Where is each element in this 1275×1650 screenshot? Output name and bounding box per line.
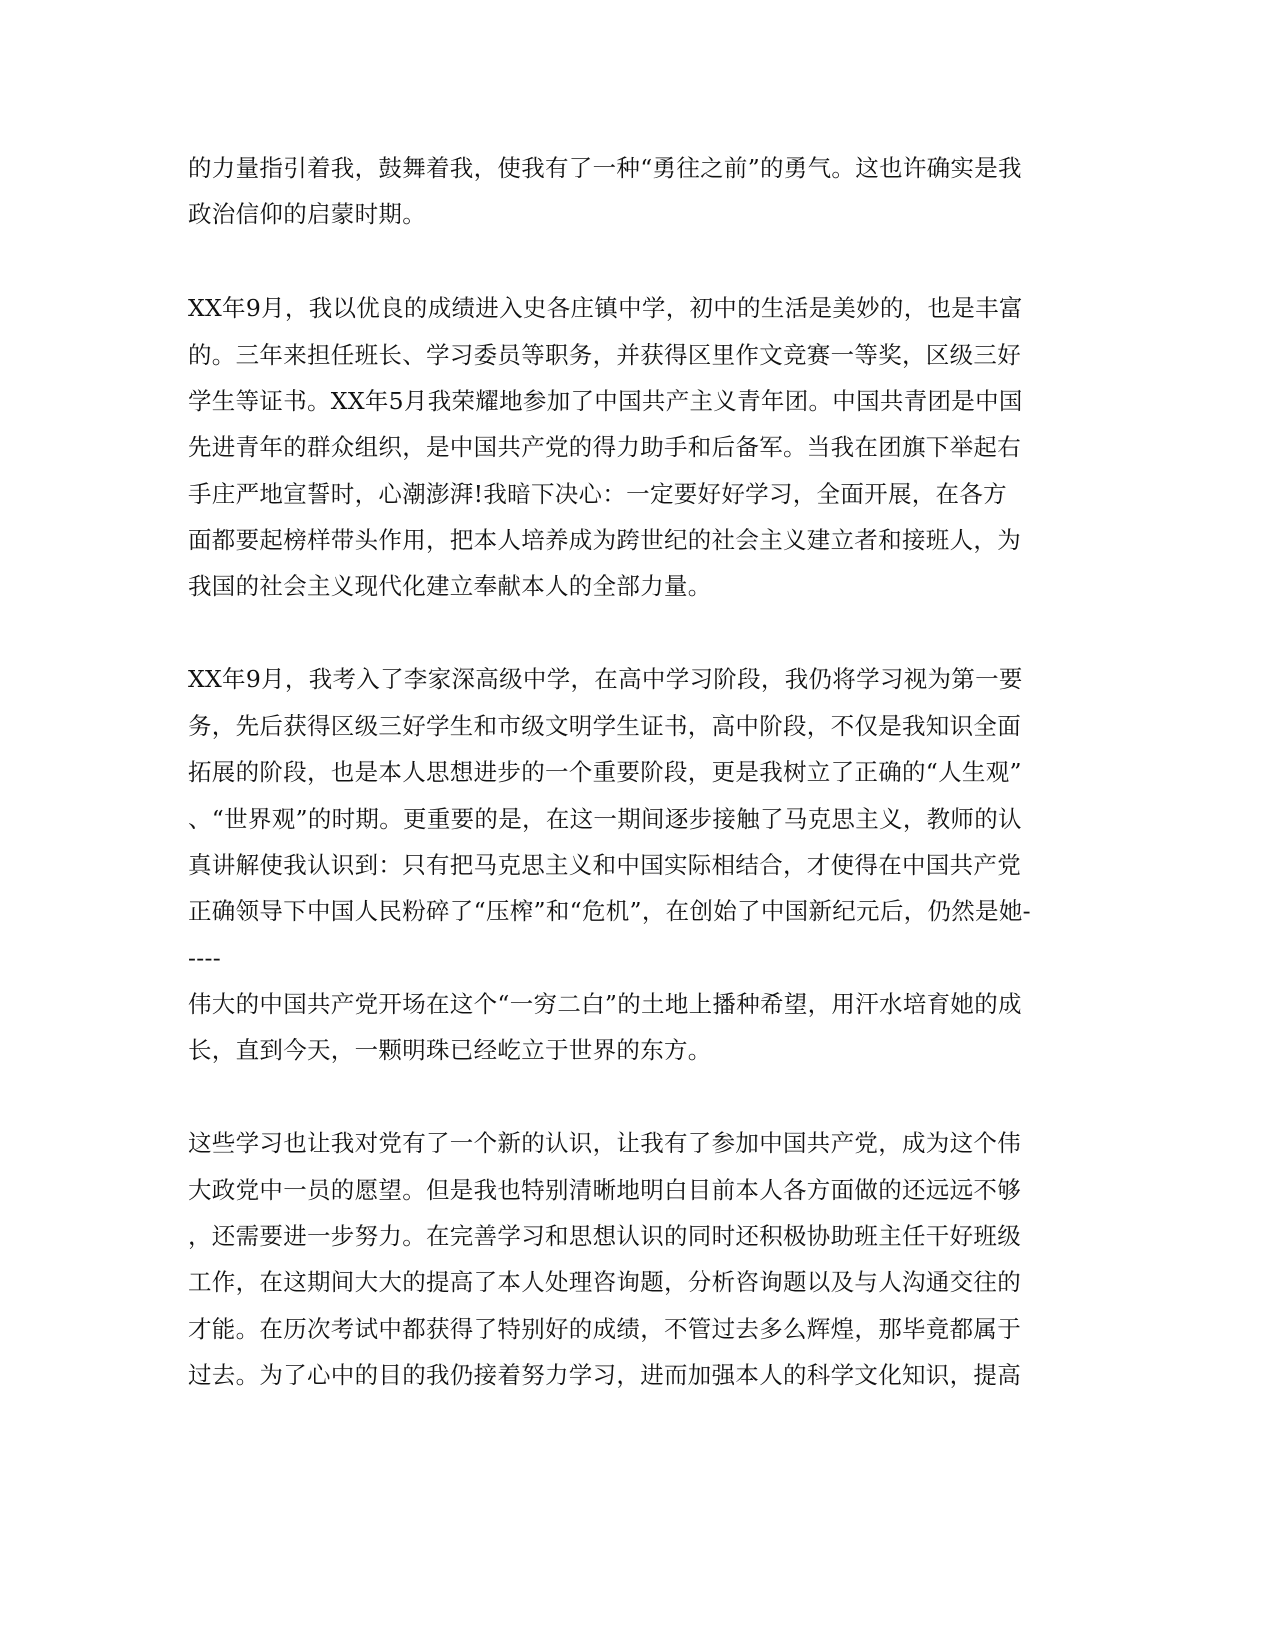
paragraph-4-line-3: ，还需要进一步努力。在完善学习和思想认识的同时还积极协助班主任干好班级 bbox=[188, 1222, 1021, 1250]
paragraph-4-line-5: 才能。在历次考试中都获得了特别好的成绩，不管过去多么辉煌，那毕竟都属于 bbox=[188, 1315, 1021, 1343]
paragraph-2-line-2: 的。三年来担任班长、学习委员等职务，并获得区里作文竞赛一等奖，区级三好 bbox=[188, 341, 1021, 369]
paragraph-2-line-7: 我国的社会主义现代化建立奉献本人的全部力量。 bbox=[188, 572, 712, 600]
paragraph-3-line-2: 务，先后获得区级三好学生和市级文明学生证书，高中阶段，不仅是我知识全面 bbox=[188, 712, 1021, 740]
paragraph-4-line-6: 过去。为了心中的目的我仍接着努力学习，进而加强本人的科学文化知识，提高 bbox=[188, 1361, 1021, 1389]
paragraph-3-line-5: 真讲解使我认识到：只有把马克思主义和中国实际相结合，才使得在中国共产党 bbox=[188, 851, 1021, 879]
paragraph-1-line-1: 的力量指引着我，鼓舞着我，使我有了一种“勇往之前”的勇气。这也许确实是我 bbox=[188, 154, 1022, 182]
paragraph-3-line-6: 正确领导下中国人民粉碎了“压榨”和“危机”，在创始了中国新纪元后，仍然是她- bbox=[188, 897, 1031, 925]
paragraph-3-line-9: 长，直到今天，一颗明珠已经屹立于世界的东方。 bbox=[188, 1036, 712, 1064]
paragraph-2-line-6: 面都要起榜样带头作用，把本人培养成为跨世纪的社会主义建立者和接班人，为 bbox=[188, 526, 1021, 554]
paragraph-3-line-3: 拓展的阶段，也是本人思想进步的一个重要阶段，更是我树立了正确的“人生观” bbox=[188, 758, 1022, 786]
paragraph-4-line-1: 这些学习也让我对党有了一个新的认识，让我有了参加中国共产党，成为这个伟 bbox=[188, 1129, 1021, 1157]
paragraph-1-line-2: 政治信仰的启蒙时期。 bbox=[188, 200, 426, 228]
paragraph-2-line-1: XX年9月，我以优良的成绩进入史各庄镇中学，初中的生活是美妙的，也是丰富 bbox=[188, 294, 1023, 322]
paragraph-3-line-1: XX年9月，我考入了李家深高级中学，在高中学习阶段，我仍将学习视为第一要 bbox=[188, 665, 1023, 693]
paragraph-2-line-5: 手庄严地宣誓时，心潮澎湃!我暗下决心：一定要好好学习，全面开展，在各方 bbox=[188, 480, 1007, 508]
paragraph-2-line-3: 学生等证书。XX年5月我荣耀地参加了中国共产主义青年团。中国共青团是中国 bbox=[188, 387, 1023, 415]
paragraph-3-line-4: 、“世界观”的时期。更重要的是，在这一期间逐步接触了马克思主义，教师的认 bbox=[188, 805, 1022, 833]
paragraph-2-line-4: 先进青年的群众组织，是中国共产党的得力助手和后备军。当我在团旗下举起右 bbox=[188, 433, 1021, 461]
paragraph-3-line-7: ---- bbox=[188, 944, 221, 972]
paragraph-4-line-2: 大政党中一员的愿望。但是我也特别清晰地明白目前本人各方面做的还远远不够 bbox=[188, 1176, 1021, 1204]
paragraph-4-line-4: 工作，在这期间大大的提高了本人处理咨询题，分析咨询题以及与人沟通交往的 bbox=[188, 1268, 1021, 1296]
paragraph-3-line-8: 伟大的中国共产党开场在这个“一穷二白”的土地上播种希望，用汗水培育她的成 bbox=[188, 990, 1022, 1018]
